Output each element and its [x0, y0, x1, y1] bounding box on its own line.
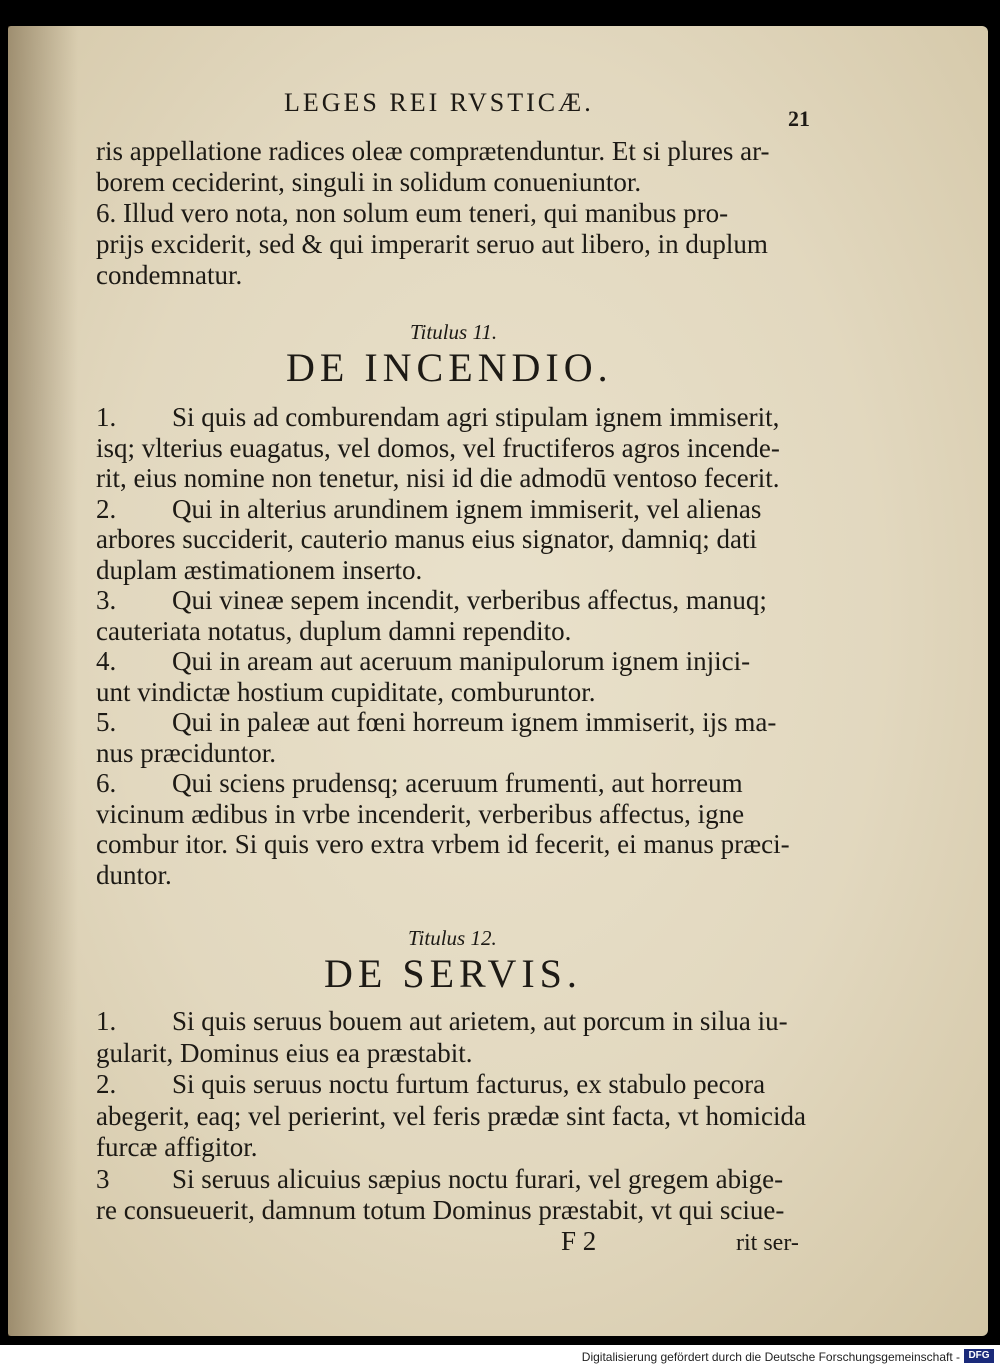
line-text: duntor. [96, 859, 172, 890]
text-line: condemnatur. [96, 260, 243, 290]
text-line [96, 1069, 765, 1099]
line-text: combur itor. Si quis vero extra vrbem id fecerit, ei manus præci- [96, 829, 790, 859]
text-line [96, 1006, 788, 1036]
paragraph-number: 4. [96, 646, 117, 676]
line-text: furcæ affigitor. [96, 1132, 258, 1162]
text-line [96, 677, 595, 707]
paragraph-number: 6. [96, 768, 117, 798]
text-line [96, 402, 779, 432]
text-line [96, 799, 744, 829]
signature-mark: F 2 [561, 1226, 597, 1256]
paragraph-number: 2. [96, 493, 117, 524]
text-line [96, 1164, 783, 1194]
line-text: Qui in aream aut aceruum manipulorum ignem injici- [172, 646, 751, 676]
paragraph-number: 3 [96, 1163, 110, 1194]
text-line [96, 1101, 806, 1131]
line-text: cauteriata notatus, duplum damni rependito. [96, 615, 572, 646]
paragraph-number: 1. [96, 1006, 117, 1036]
text-line: borem ceciderint, singuli in solidum conueniuntor. [96, 167, 642, 197]
text-line [96, 829, 790, 859]
line-text: re consueuerit, damnum totum Dominus præstabit, vt qui sciue- [96, 1195, 785, 1225]
text-line: prijs exciderit, sed & qui imperarit seruo aut libero, in duplum [96, 229, 768, 259]
text-line [96, 555, 422, 585]
text-line [96, 616, 571, 646]
running-title: LEGES REI RVSTICÆ. [284, 88, 594, 117]
text-line [96, 860, 172, 890]
line-text: Qui vineæ sepem incendit, verberibus affectus, manuq; [172, 585, 767, 615]
line-text: Si quis seruus noctu furtum facturus, ex stabulo pecora [172, 1069, 766, 1099]
line-text: Si quis ad comburendam agri stipulam ignem immiserit, [172, 402, 780, 432]
text-line [96, 768, 743, 798]
gutter-shadow [8, 26, 78, 1336]
line-text: unt vindictæ hostium cupiditate, comburuntor. [96, 676, 596, 707]
text-line [96, 738, 276, 768]
line-text: abegerit, eaq; vel perierint, vel feris prædæ sint facta, vt homicida [96, 1100, 807, 1131]
paragraph-number: 1. [96, 402, 117, 432]
funding-credit: Digitalisierung gefördert durch die Deutsche Forschungsgemeinschaft - [581, 1350, 960, 1364]
line-text: Si seruus alicuius sæpius noctu furari, vel gregem abige- [172, 1163, 784, 1194]
line-text: nus præciduntor. [96, 737, 276, 768]
titulus-12: Titulus 12. [408, 926, 497, 950]
page-number: 21 [788, 106, 810, 131]
dfg-logo: DFG [964, 1349, 994, 1363]
text-line [96, 1132, 257, 1162]
line-text: vicinum ædibus in vrbe incenderit, verberibus affectus, igne [96, 798, 745, 829]
paragraph-number: 3. [96, 585, 117, 615]
rubric-de-servis: DE SERVIS. [324, 951, 582, 996]
text-line [96, 494, 761, 524]
line-text: Qui in alterius arundinem ignem immiserit, vel alienas [172, 493, 762, 524]
text-line: 6. Illud vero nota, non solum eum teneri, qui manibus pro- [96, 198, 729, 228]
line-text: Qui in paleæ aut fœni horreum ignem immiserit, ijs ma- [172, 707, 777, 737]
paragraph-number: 2. [96, 1069, 117, 1099]
text-line [96, 707, 776, 737]
line-text: isq; vlterius euagatus, vel domos, vel fructiferos agros incende- [96, 432, 780, 463]
text-line [96, 1038, 472, 1068]
line-text: rit, eius nomine non tenetur, nisi id die admodū ventoso fecerit. [96, 463, 780, 493]
text-line [96, 646, 750, 676]
text-line [96, 585, 767, 615]
paragraph-number: 5. [96, 707, 117, 737]
titulus-11: Titulus 11. [410, 320, 498, 344]
text-line: ris appellatione radices oleæ comprætenduntur. Et si plures ar- [96, 136, 770, 166]
line-text: Si quis seruus bouem aut arietem, aut porcum in silua iu- [172, 1006, 788, 1036]
text-line [96, 1195, 784, 1225]
text-line [96, 463, 780, 493]
line-text: gularit, Dominus eius ea præstabit. [96, 1037, 473, 1068]
line-text: Qui sciens prudensq; aceruum frumenti, aut horreum [172, 768, 743, 798]
rubric-de-incendio: DE INCENDIO. [286, 345, 613, 390]
line-text: arbores succiderit, cauterio manus eius signator, damniq; dati [96, 524, 757, 554]
text-line [96, 433, 780, 463]
catchword: rit ser- [736, 1230, 799, 1256]
line-text: duplam æstimationem inserto. [96, 554, 423, 585]
text-line [96, 524, 757, 554]
digitization-footer [0, 1345, 1000, 1369]
